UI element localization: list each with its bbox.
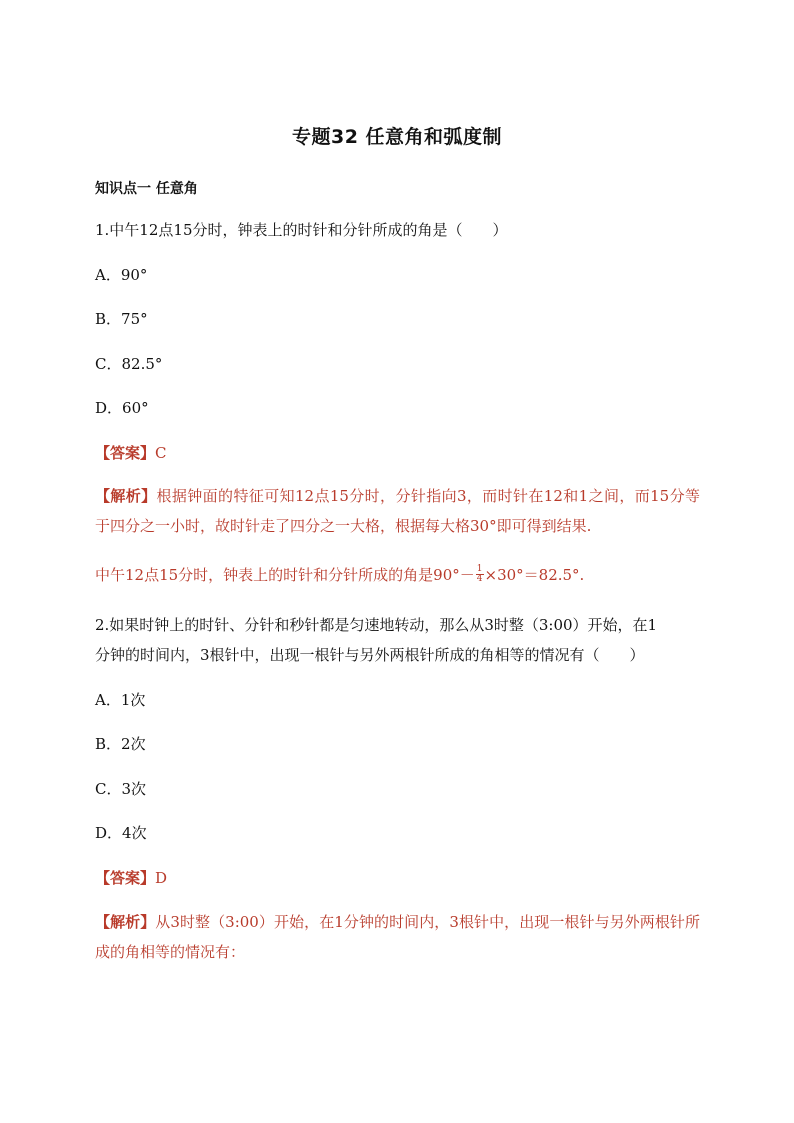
question-1-option-a: A．90° xyxy=(95,266,148,284)
question-2-answer xyxy=(95,868,167,888)
page-title: 专题32 任意角和弧度制 xyxy=(291,126,503,148)
question-2-analysis xyxy=(95,907,700,967)
calc-prefix: 中午12点15分时，钟表上的时针和分针所成的角是90°－ xyxy=(95,566,475,584)
answer-tag: 【答案】 xyxy=(95,444,156,462)
answer-tag: 【答案】 xyxy=(95,869,156,887)
analysis-text: 从3时整（3:00）开始，在1分钟的时间内，3根针中，出现一根针与另外两根针所成的角相等的情况有： xyxy=(95,913,700,961)
answer-value: C xyxy=(155,444,167,462)
question-1-option-b: B．75° xyxy=(95,310,148,328)
section-heading: 知识点一 任意角 xyxy=(95,181,198,197)
question-1-analysis xyxy=(95,481,700,541)
fraction-denominator: 4 xyxy=(476,573,483,584)
question-1-stem: 1.中午12点15分时，钟表上的时针和分针所成的角是（ ） xyxy=(95,221,508,239)
question-2-stem-line-2: 分钟的时间内，3根针中，出现一根针与另外两根针所成的角相等的情况有（ ） xyxy=(95,646,645,664)
question-1-calculation xyxy=(95,565,584,586)
question-1-option-c: C．82.5° xyxy=(95,355,163,373)
answer-value: D xyxy=(155,869,168,887)
question-2-option-a: A．1次 xyxy=(95,691,146,709)
calc-suffix: ×30°＝82.5°. xyxy=(484,566,585,584)
analysis-tag: 【解析】 xyxy=(95,913,156,931)
question-1-answer xyxy=(95,443,167,463)
question-1-option-d: D．60° xyxy=(95,399,149,417)
question-2-option-b: B．2次 xyxy=(95,735,146,753)
question-2-option-c: C．3次 xyxy=(95,780,147,798)
question-2-option-d: D．4次 xyxy=(95,824,147,842)
fraction-numerator: 1 xyxy=(476,563,483,574)
analysis-text: 根据钟面的特征可知12点15分时，分针指向3，而时针在12和1之间，而15分等于四分之一小时，故时针走了四分之一大格，根据每大格30°即可得到结果. xyxy=(95,487,700,535)
analysis-tag: 【解析】 xyxy=(95,487,157,505)
fraction xyxy=(476,565,484,584)
question-2-stem-line-1: 2.如果时钟上的时针、分针和秒针都是匀速地转动，那么从3时整（3:00）开始，在1 xyxy=(95,616,658,634)
